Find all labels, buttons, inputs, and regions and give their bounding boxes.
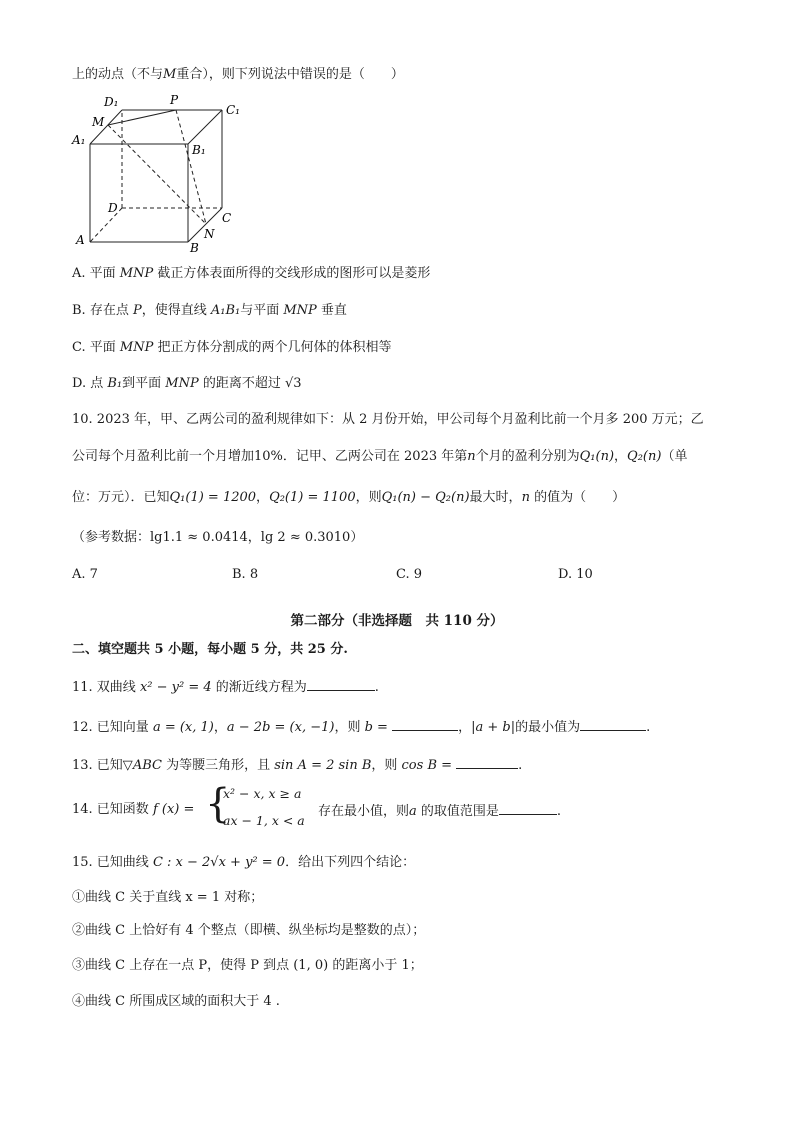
q12-b: a − 2b = (x, −1) [226,720,335,735]
q14-line [72,801,194,819]
q10-l2-q2: Q₂(n) [627,449,662,464]
q11-post: 的渐近线方程为 [211,680,307,695]
label-D1: D₁ [104,95,119,109]
part2-title: 第二部分（非选择题 共 110 分） [290,613,504,629]
q9-b-post: 垂直 [316,303,347,318]
cube-figure [64,92,324,252]
q12-end: . [646,720,651,735]
q12-bvar: b [364,720,373,735]
q13-pre: 13. 已知▽ [72,758,133,773]
label-C1: C₁ [226,103,240,117]
q11-expr: x² − y² = 4 [139,680,212,695]
q12-mid: ，则 [334,720,365,735]
q13-answer-blank[interactable] [456,755,518,769]
q12-eq: = [372,720,393,735]
label-B: B [190,241,199,252]
q10-l2-n: n [467,449,476,464]
q10-l3-expr: Q₁(n) − Q₂(n) [381,490,470,505]
q10-option-d[interactable]: D. 10 [558,567,593,582]
label-B1: B₁ [192,143,206,157]
q9-d-var: B₁ [107,376,123,391]
q10-option-c[interactable]: C. 9 [396,567,423,582]
q10-line3 [72,489,625,507]
q14-post: 的取值范围是 [416,804,499,819]
q15-line1 [72,854,415,872]
q14-end: . [556,804,562,819]
q14-case-2: ax − 1, x < a [223,813,305,828]
q10-line2 [72,448,687,466]
intro-line [72,66,404,84]
q9-c-post: 把正方体分割成的两个几何体的体积相等 [153,340,392,355]
q9-a-pre: A. 平面 [72,266,120,281]
q9-b-mid2: 与平面 [240,303,284,318]
q12-sep2: ， [458,720,472,735]
q9-c-pre: C. 平面 [72,340,120,355]
q10-l3-c2: Q₂(1) = 1100 [269,490,356,505]
q15-pre: 15. 已知曲线 [72,855,153,870]
q13-eq: = [437,758,457,773]
q13-tri: ABC [132,758,162,773]
q15-curve: C : x − 2√x + y² = 0 [152,855,286,870]
q9-c-var: MNP [119,340,154,355]
edge-C1-B1 [188,110,222,144]
q10-l3-sep: ， [256,490,270,505]
q10-l3-post: 最大时， [469,490,522,505]
q10-l2-sep: ， [614,449,628,464]
q12-answer-blank-1[interactable] [392,717,458,731]
q14-case-1: x² − x, x ≥ a [223,786,302,801]
q9-option-d[interactable] [72,375,302,393]
q10-reference: （参考数据：lg1.1 ≈ 0.0414，lg 2 ≈ 0.3010） [72,530,364,545]
label-P: P [170,93,179,107]
q9-option-c[interactable] [72,339,391,357]
q15-post: ．给出下列四个结论： [285,855,416,870]
q9-b-mid: ，使得直线 [141,303,211,318]
q9-option-a[interactable] [72,265,430,283]
label-C: C [222,211,232,225]
q9-d-var2: MNP [165,376,199,391]
section-heading: 二、填空题共 5 小题，每小题 5 分，共 25 分. [72,642,348,657]
q14-pre: 14. 已知函数 [72,802,153,817]
q9-b-var3: MNP [283,303,317,318]
q9-a-post: 截正方体表面所得的交线形成的图形可以是菱形 [153,266,431,281]
q14-post-pre: 存在最小值，则 [318,804,410,819]
q13-cos: cos B [401,758,437,773]
q11-line [72,677,379,697]
q10-l2-q1: Q₁(n) [579,449,615,464]
q14-line-post [318,801,561,821]
q10-l2-pre: 公司每个月盈利比前一个月增加10%．记甲、乙两公司在 2023 年第 [72,449,468,464]
q14-brace: { [205,781,231,827]
q10-option-b[interactable]: B. 8 [232,567,259,582]
q10-option-a[interactable]: A. 7 [72,567,98,582]
label-A1: A₁ [72,133,86,147]
q9-b-var: P [132,303,142,318]
q14-f: f (x) = [152,802,195,817]
q10-l3-c1: Q₁(1) = 1200 [169,490,257,505]
q12-abs: |a + b| [471,720,516,735]
intro-text: 上的动点（不与 [72,67,164,82]
q9-d-pre: D. 点 [72,376,108,391]
q12-post: 的最小值为 [515,720,581,735]
q12-sep: ， [213,720,227,735]
q14-answer-blank[interactable] [499,801,557,815]
q15-statement-2: ②曲线 C 上恰好有 4 个整点（即横、纵坐标均是整数的点）； [72,923,426,938]
q9-b-pre: B. 存在点 [72,303,133,318]
q10-l3-mid: ，则 [355,490,382,505]
q10-line1: 10. 2023 年，甲、乙两公司的盈利规律如下：从 2 月份开始，甲公司每个月盈利比前一个月多 200 万元；乙 [72,412,704,427]
label-D: D [108,201,118,215]
q11-pre: 11. 双曲线 [72,680,140,695]
q15-statement-3: ③曲线 C 上存在一点 P，使得 P 到点 (1, 0) 的距离小于 1； [72,958,423,973]
label-N: N [204,227,215,241]
q10-l3-n: n [521,490,530,505]
q15-statement-1: ①曲线 C 关于直线 x = 1 对称； [72,890,264,905]
q10-l2-post: （单 [661,449,688,464]
q12-line [72,717,650,737]
q12-answer-blank-2[interactable] [580,717,646,731]
q12-pre: 12. 已知向量 [72,720,153,735]
q11-end: . [374,680,379,695]
q13-mid: 为等腰三角形，且 [161,758,275,773]
intro-var: M [163,67,177,82]
q10-l2-mid: 个月的盈利分别为 [475,449,580,464]
q9-option-b[interactable] [72,302,347,320]
q9-d-post: 的距离不超过 √3 [198,376,302,391]
intro-text-post: 重合），则下列说法中错误的是（ ） [176,67,404,82]
line-M-P [108,110,176,125]
q9-b-var2: A₁B₁ [210,303,241,318]
q10-l3-end: 的值为（ ） [529,490,626,505]
q9-d-mid: 到平面 [122,376,166,391]
q13-mid2: ，则 [371,758,402,773]
q13-line [72,755,522,775]
label-M: M [92,115,105,129]
label-A: A [76,233,85,247]
q11-answer-blank[interactable] [307,677,375,691]
line-P-N [176,110,206,224]
q9-a-var: MNP [119,266,154,281]
q12-a: a = (x, 1) [152,720,214,735]
q10-l3-pre: 位：万元）．已知 [72,490,170,505]
line-M-N [108,125,206,224]
q13-expr: sin A = 2 sin B [274,758,372,773]
q15-statement-4: ④曲线 C 所围成区域的面积大于 4 . [72,994,280,1009]
q13-end: . [518,758,523,773]
q14-a: a [409,804,417,819]
